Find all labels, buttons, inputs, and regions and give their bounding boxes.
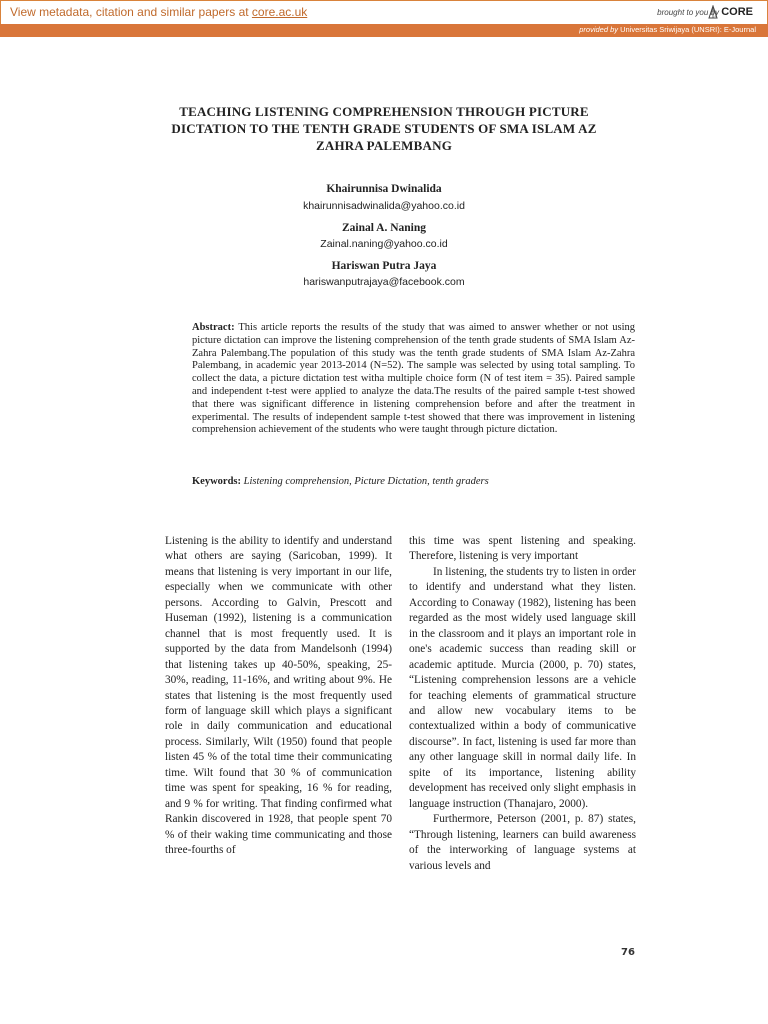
page-number: 76: [621, 947, 635, 958]
link-site: core.ac.uk: [251, 5, 308, 19]
core-logo-icon: [707, 5, 719, 19]
body-column-right: [409, 534, 636, 874]
provided-by-bar: [0, 24, 768, 37]
author-name-3: Hariswan Putra Jaya: [331, 260, 437, 272]
link-prefix: View metadata, citation and similar papers at: [10, 5, 252, 19]
author-email-2: Zainal.naning@yahoo.co.id: [320, 238, 448, 250]
abstract-label: Abstract:: [192, 322, 235, 333]
body-column-left: [165, 534, 392, 859]
body-paragraph: Listening is the ability to identify and understand what others are saying (Saricoban, 1999). It means that listening is very important in our life, especially when we communicate with other persons. According to Galvin, Prescott and Huseman (1992), listening is a communication channel that is most frequently used. It is supported by the data from Mandelsonh (1994) that listening takes up 40-50%, speaking, 25-30%, reading, 11-16%, and writing about 9%. He states that listening is the most frequently used form of language skill which plays a significant role in daily communication and educational process. Similarly, Wilt (1950) found that people listen 45 % of the total time their communicating time. Wilt found that 30 % of communication time was spent for speaking, 16 % for reading, and 9 % for writing. That finding confirmed what Rankin discovered in 1928, that people spent 70 % of their waking time communicating and those three-fourths of: [165, 535, 392, 857]
core-label: CORE: [721, 6, 753, 18]
body-paragraph: In listening, the students try to listen in order to identify and understand what they listen. According to Conaway (1982), listening has been regarded as the most widely used language skill in the classroom and it plays an important role in one's academic success than reading skill or academic aptitude. Murcia (2000, p. 70) states, “Listening comprehension lessons are a vehicle for teaching elements of grammatical structure and allow new vocabulary items to be contextualized within a body of communicative discourse”. In fact, listening is used far more than any other language skill in normal daily life. In spite of its importance, listening ability development has received only slight emphasis in language instruction (Thanajaro, 2000).: [409, 565, 637, 810]
author-email-1: khairunnisadwinalida@yahoo.co.id: [303, 200, 465, 212]
author-email-3: hariswanputrajaya@facebook.com: [303, 276, 465, 288]
provider-name: Universitas Sriwijaya (UNSRI): E-Journal: [620, 25, 756, 34]
core-metadata-link[interactable]: [10, 5, 307, 19]
author-name-2: Zainal A. Naning: [341, 222, 427, 234]
body-paragraph: Furthermore, Peterson (2001, p. 87) states, “Through listening, learners can build awareness of the interworking of language systems at various levels and: [409, 813, 636, 872]
core-banner: [0, 0, 768, 24]
provided-prefix: provided by: [579, 25, 619, 34]
keywords-label: Keywords:: [192, 476, 241, 487]
keywords-text: Listening comprehension, Picture Dictation, tenth graders: [241, 476, 489, 487]
body-paragraph: this time was spent listening and speaking. Therefore, listening is very important: [409, 535, 636, 563]
keywords: [192, 476, 635, 487]
paper-title: TEACHING LISTENING COMPREHENSION THROUGH PICTURE DICTATION TO THE TENTH GRADE STUDENTS OF SMA ISLAM AZ ZAHRA PALEMBANG: [171, 104, 597, 153]
brought-by-text: brought to you by: [657, 8, 719, 17]
core-logo[interactable]: [707, 5, 753, 19]
provided-by-text: [579, 25, 756, 34]
abstract-text: This article reports the results of the study that was aimed to answer whether or not using picture dictation can improve the listening comprehension of the tenth grade students of SMA Islam Az-Zahra Palembang.The population of this study was the tenth grade students of SMA Islam Az-Zahra Palembang, in academic year 2013-2014 (N=52). The sample was selected by using total sampling. To collect the data, a picture dictation test witha multiple choice form (N of test item = 35). Paired sample and independent t-test were applied to analyze the data.The results of the paired sample t-test showed that there was significant difference in listening comprehension before and after the treatment in experimental. The results of independent sample t-test showed that there was improvement in listening comprehension achievement of the students who were taught through picture dictation.: [192, 322, 635, 436]
abstract: [192, 322, 635, 437]
author-name-1: Khairunnisa Dwinalida: [326, 183, 442, 195]
